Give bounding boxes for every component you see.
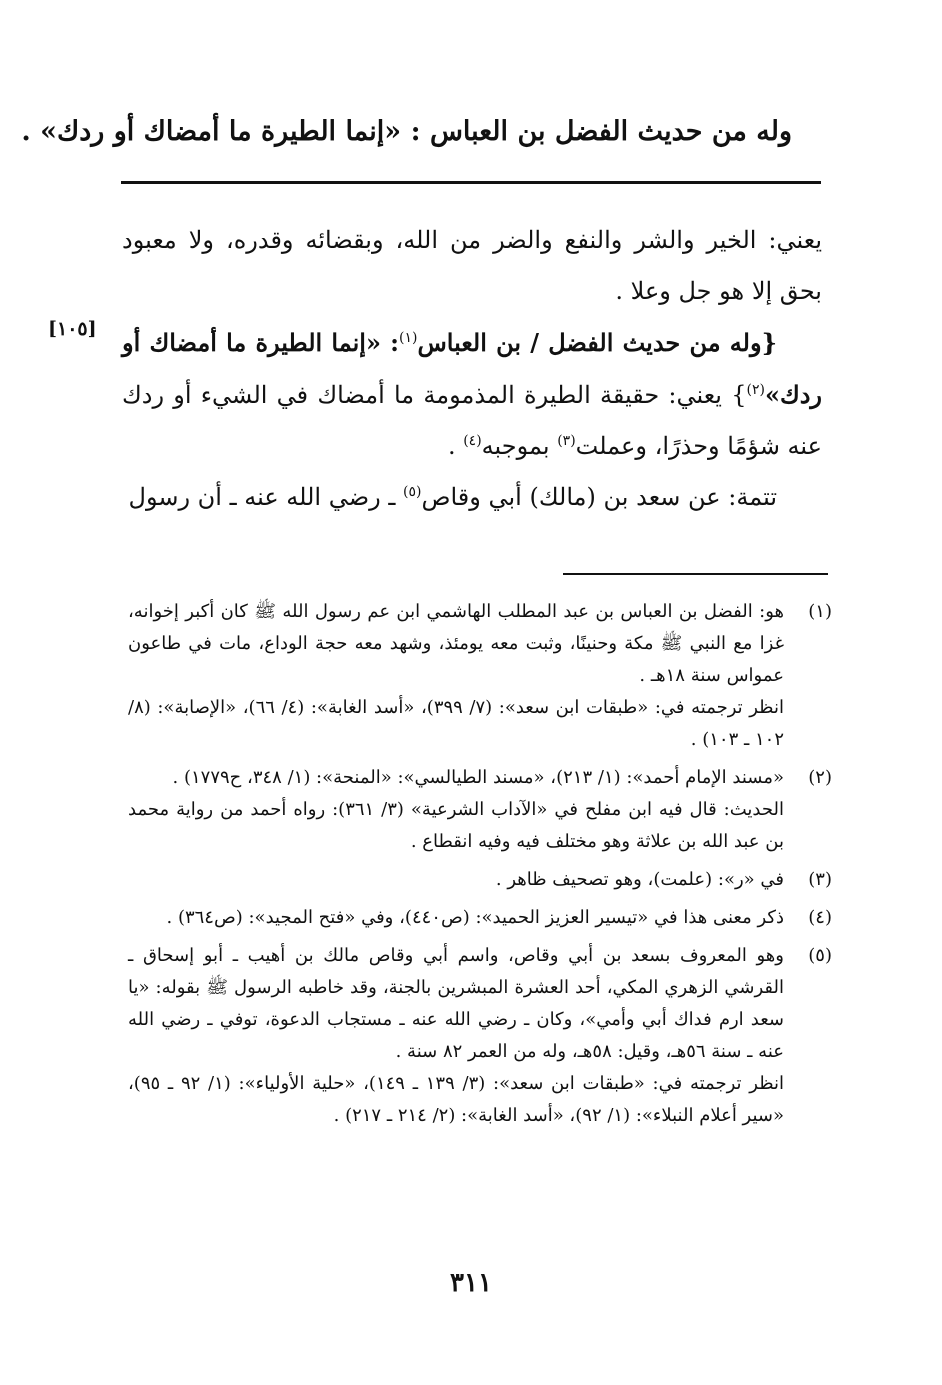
footnote-text: هو: الفضل بن العباس بن عبد المطلب الهاشمي ابن عم رسول الله ﷺ كان أكبر إخوانه، غزا مع النبي ﷺ مكة وحنينًا، وثبت معه يومئذ، وشهد معه حجة الوداع، مات في طاعون عمواس سنة ١٨هـ . [128, 601, 784, 686]
hadith-period: . [447, 432, 464, 460]
footnote-ref-5[interactable]: (٥) [403, 484, 422, 500]
footnote-text: «مسند الإمام أحمد»: (١/ ٢١٣)، «مسند الطيالسي»: «المنحة»: (١/ ٣٤٨، ح١٧٧٩) . [172, 767, 784, 788]
footnote-ref-1[interactable]: (١) [399, 330, 418, 346]
footnote [128, 902, 832, 934]
footnote-number: (٣) [808, 869, 832, 890]
footnote-ref-2[interactable]: (٢) [746, 382, 765, 398]
hadith-explanation: } يعني: حقيقة الطيرة المذمومة ما أمضاك في الشيء أو ردك عنه شؤمًا وحذرًا، وعملت [122, 381, 822, 460]
footnote-text: في «ر»: (علمت)، وهو تصحيف ظاهر . [495, 869, 784, 890]
footnote-text: وهو المعروف بسعد بن أبي وقاص، واسم أبي وقاص مالك بن أهيب ـ أبو إسحاق ـ القرشي الزهري المكي، أحد العشرة المبشرين بالجنة، وقد خاطبه الرسول ﷺ بقوله: «يا سعد ارم فداك أبي وأمي»، وكان ـ رضي الله عنه ـ مستجاب الدعوة، توفي ـ رضي الله عنه ـ سنة ٥٦هـ، وقيل: ٥٨هـ، وله من العمر ٨٢ سنة . [128, 945, 784, 1062]
supplement-text-end: ـ رضي الله عنه ـ أن رسول [128, 483, 403, 511]
footnote [128, 762, 832, 858]
footnote [128, 596, 832, 756]
footnote-reference: الحديث: قال فيه ابن مفلح في «الآداب الشرعية» (٣/ ٣٦١): رواه أحمد من رواية محمد بن عبد الله بن علاثة وهو مختلف فيه وفيه انقطاع . [128, 799, 784, 852]
footnotes [128, 596, 832, 1138]
footnote-ref-4[interactable]: (٤) [463, 433, 482, 449]
hadith-text: : «إنما الطيرة ما أمضاك أو ردك» [122, 328, 822, 409]
footnote-number: (٥) [808, 945, 832, 966]
footnote-divider [563, 573, 828, 575]
hadith-intro: {وله من حديث الفضل / بن العباس [417, 328, 777, 357]
footnote-number: (٤) [808, 907, 832, 928]
footnote-ref-3[interactable]: (٣) [557, 433, 576, 449]
paragraph-explanation: يعني: الخير والشر والنفع والضر من الله، وبقضائه وقدره، ولا معبود بحق إلا هو جل وعلا . [122, 226, 822, 305]
footnote [128, 864, 832, 896]
footnote [128, 940, 832, 1132]
footnote-number: (٢) [808, 767, 832, 788]
paragraph-supplement [122, 472, 822, 523]
footnote-number: (١) [808, 601, 832, 622]
hadith-explanation-end: بموجبه [481, 432, 558, 460]
header-divider [121, 181, 821, 184]
running-header: وله من حديث الفضل بن العباس : «إنما الطيرة ما أمضاك أو ردك» . [21, 116, 792, 147]
paragraph-hadith [122, 317, 822, 472]
margin-page-reference: [١٠٥] [48, 318, 97, 340]
footnote-reference: انظر ترجمته في: «طبقات ابن سعد»: (٣/ ١٣٩ ـ ١٤٩)، «حلية الأولياء»: (١/ ٩٢ ـ ٩٥)، «سير أعلام النبلاء»: (١/ ٩٢)، «أسد الغابة»: (٢/ ٢١٤ ـ ٢١٧) . [128, 1073, 784, 1126]
supplement-text: تتمة: عن سعد بن (مالك) أبي وقاص [421, 483, 777, 511]
footnote-reference: انظر ترجمته في: «طبقات ابن سعد»: (٧/ ٣٩٩)، «أسد الغابة»: (٤/ ٦٦)، «الإصابة»: (٨/ ١٠٢ ـ ١٠٣) . [128, 697, 784, 750]
page-number: ٣١١ [450, 1268, 492, 1298]
footnote-text: ذكر معنى هذا في «تيسير العزيز الحميد»: (ص٤٤٠)، وفي «فتح المجيد»: (ص٣٦٤) . [166, 907, 784, 928]
main-text [122, 215, 822, 523]
